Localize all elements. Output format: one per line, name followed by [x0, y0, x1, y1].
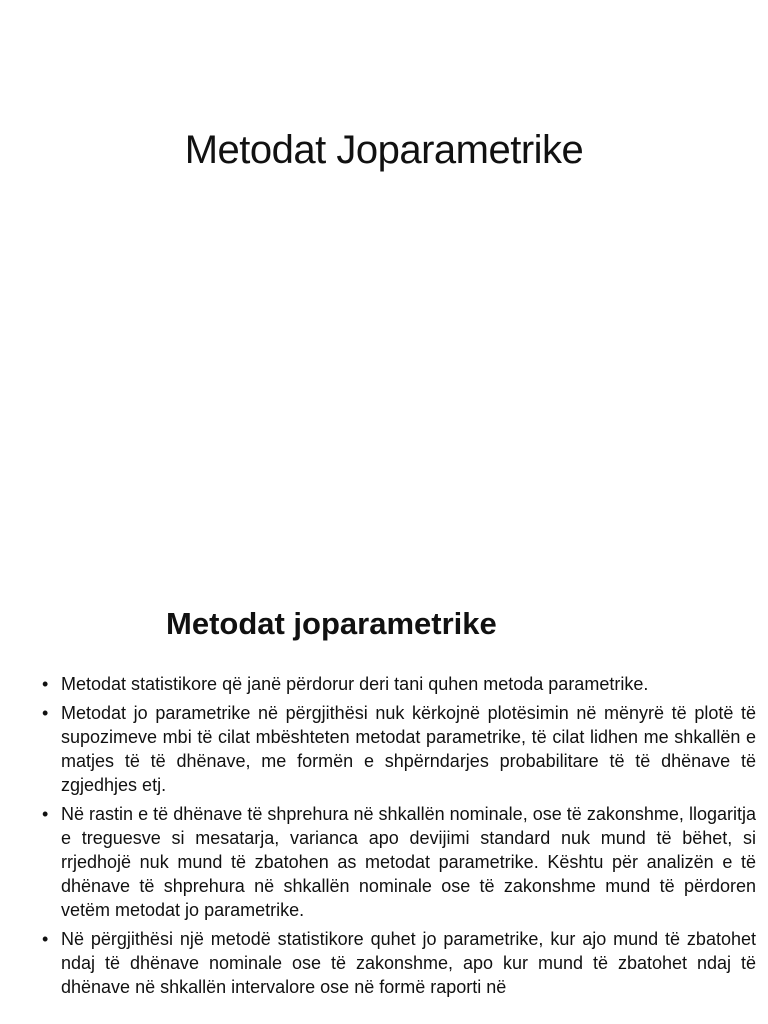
bullet-text: Metodat statistikore që janë përdorur deri tani quhen metoda parametrike.	[61, 674, 649, 694]
bullet-text: Metodat jo parametrike në përgjithësi nuk kërkojnë plotësimin në mënyrë të plotë të supozimeve mbi të cilat mbështeten metodat parametrike, të cilat lidhen me shkallën e matjes të të dhënave, me formën e shpërndarjes probabilitare të të dhënave të zgjedhjes etj.	[61, 703, 756, 795]
bullet-item	[42, 802, 756, 922]
bullet-dot-icon: •	[42, 804, 49, 824]
slide-heading: Metodat joparametrike	[166, 606, 497, 641]
bullet-dot-icon: •	[42, 929, 49, 949]
bullet-item	[42, 927, 756, 999]
slide-title: Metodat Joparametrike	[184, 128, 584, 172]
bullet-dot-icon: •	[42, 703, 49, 723]
content-slide	[0, 576, 768, 1024]
bullet-text: Në rastin e të dhënave të shprehura në shkallën nominale, ose të zakonshme, llogaritja e treguesve si mesatarja, varianca apo devijimi standard nuk mund të bëhet, si rrjedhojë nuk mund të zbatohen as metodat parametrike. Kështu për analizën e të dhënave të shprehura në shkallën nominale ose të zakonshme mund të përdoren vetëm metodat jo parametrike.	[61, 804, 756, 920]
bullet-item	[42, 672, 756, 696]
bullet-dot-icon: •	[42, 674, 49, 694]
bullet-list	[42, 672, 756, 1004]
bullet-item	[42, 701, 756, 797]
bullet-text: Në përgjithësi një metodë statistikore quhet jo parametrike, kur ajo mund të zbatohet ndaj të dhënave nominale ose të zakonshme, apo kur mund të zbatohet ndaj të dhënave në shkallën intervalore ose në formë raporti në	[61, 929, 756, 997]
